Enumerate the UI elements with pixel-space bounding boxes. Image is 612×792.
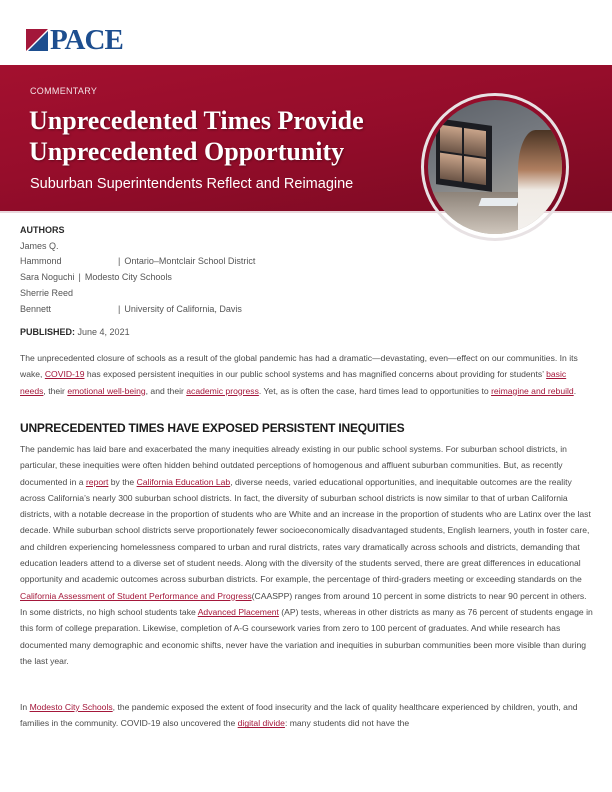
link-academic-progress[interactable]: academic progress	[186, 385, 259, 396]
pace-logo-mark-icon	[26, 29, 48, 51]
text: The unprecedented closure of schools as a result of the global pandemic has had a dramatic—devastating, even—effect on our communities. In its wake,	[20, 353, 578, 380]
link-advanced-placement[interactable]: Advanced Placement	[197, 606, 279, 617]
published-value: June 4, 2021	[77, 327, 130, 337]
authors-section	[20, 223, 255, 317]
link-covid-19[interactable]: COVID-19	[44, 369, 85, 380]
published-date	[20, 327, 130, 337]
intro-paragraph	[20, 350, 594, 399]
author-1-affiliation: Ontario–Montclair School District	[124, 256, 256, 267]
text: has exposed persistent inequities in our public school systems and has magnified concerns about providing for students’	[84, 369, 547, 380]
text: (AP) tests, whereas in other districts as many as 76 percent of students engage in this form of college preparation. Likewise, completion of A-G coursework varies from zero to 100 percent of graduates. And while research has documented many demographic and economic shifts, never have the variation and inequities in suburban communities been more visible than during the last year.	[20, 606, 593, 666]
author-3-name-line1: Sherrie Reed	[20, 287, 74, 298]
monitor-icon	[436, 118, 492, 192]
page-subtitle: Suburban Superintendents Reflect and Reimagine	[30, 176, 354, 192]
text: , their	[43, 385, 68, 396]
author-2	[20, 270, 255, 286]
pace-logo[interactable]	[26, 24, 123, 56]
author-1-name-line2: Hammond	[20, 256, 62, 267]
authors-label: AUTHORS	[20, 225, 65, 235]
person-icon	[518, 130, 562, 230]
modesto-paragraph	[20, 699, 594, 732]
separator: |	[78, 272, 81, 283]
article-type-label: COMMENTARY	[30, 86, 98, 96]
author-3-affiliation: University of California, Davis	[124, 303, 242, 314]
text: , and their	[145, 385, 187, 396]
author-3-name-line2: Bennett	[20, 303, 52, 314]
text: (CAASPP) ranges from around 10 percent in some districts to near 90 percent in others. In some districts, no high school students take	[20, 590, 587, 617]
keyboard-icon	[479, 198, 520, 206]
text: The pandemic has laid bare and exacerbated the many inequities already existing in our public school systems. For suburban school districts, in particular, these inequities were often hidden behind outdated perceptions of homogenous and affluent suburban communities. But, as recently documented in a	[20, 444, 567, 487]
link-caaspp[interactable]: California Assessment of Student Performance and Progress	[20, 590, 252, 601]
link-modesto-city-schools[interactable]: Modesto City Schools	[29, 702, 113, 712]
text: by the	[108, 476, 137, 487]
pace-logo-text: PACE	[50, 24, 123, 56]
author-1	[20, 254, 255, 270]
link-digital-divide[interactable]: digital divide	[237, 718, 285, 729]
separator: |	[118, 303, 121, 314]
link-basic-needs[interactable]: basic needs	[20, 369, 567, 396]
text: : many students did not have the	[284, 718, 410, 729]
link-report[interactable]: report	[85, 476, 109, 487]
text: In	[20, 702, 30, 712]
published-label: PUBLISHED:	[20, 327, 76, 337]
link-reimagine-and-rebuild[interactable]: reimagine and rebuild	[491, 385, 574, 396]
section-paragraph	[20, 441, 594, 669]
author-2-name: Sara Noguchi	[20, 272, 75, 283]
link-california-education-lab[interactable]: California Education Lab	[136, 476, 231, 487]
author-2-affiliation: Modesto City Schools	[84, 272, 172, 283]
section-heading: UNPRECEDENTED TIMES HAVE EXPOSED PERSISTENT INEQUITIES	[20, 421, 405, 435]
text: , the pandemic exposed the extent of food insecurity and the lack of quality healthcare experienced by children, youth, and families in the community. COVID-19 also uncovered the	[20, 702, 578, 729]
text: . Yet, as is often the case, hard times lead to opportunities to	[258, 385, 492, 396]
link-emotional-well-being[interactable]: emotional well-being	[67, 385, 146, 396]
text: , diverse needs, varied educational opportunities, and inequitable outcomes are the reality across California’s nearly 300 suburban school districts. In fact, the diversity of suburban school districts is now similar to that of urban California districts, with a notable decrease in the proportion of students who are White and an increase in the proportion of students who are Latinx over the last decade. While suburban school districts serve proportionately fewer socioeconomically disadvantaged students, English learners, youth in foster care, and children experiencing homelessness compared to urban and rural districts, rates vary dramatically across schools and districts, demanding that education leaders attend to a diverse set of student needs. Along with the diversity of the students served, there are great differences in educational opportunity and academic outcomes across suburban districts. For example, the percentage of third-graders meeting or exceeding standards on the	[20, 476, 591, 585]
author-1-name-line1: James Q.	[20, 240, 59, 251]
author-3	[20, 302, 255, 318]
hero-photo	[428, 100, 562, 234]
text: .	[573, 385, 577, 396]
page-title: Unprecedented Times Provide Unprecedented Opportunity	[29, 106, 364, 166]
separator: |	[118, 256, 121, 267]
